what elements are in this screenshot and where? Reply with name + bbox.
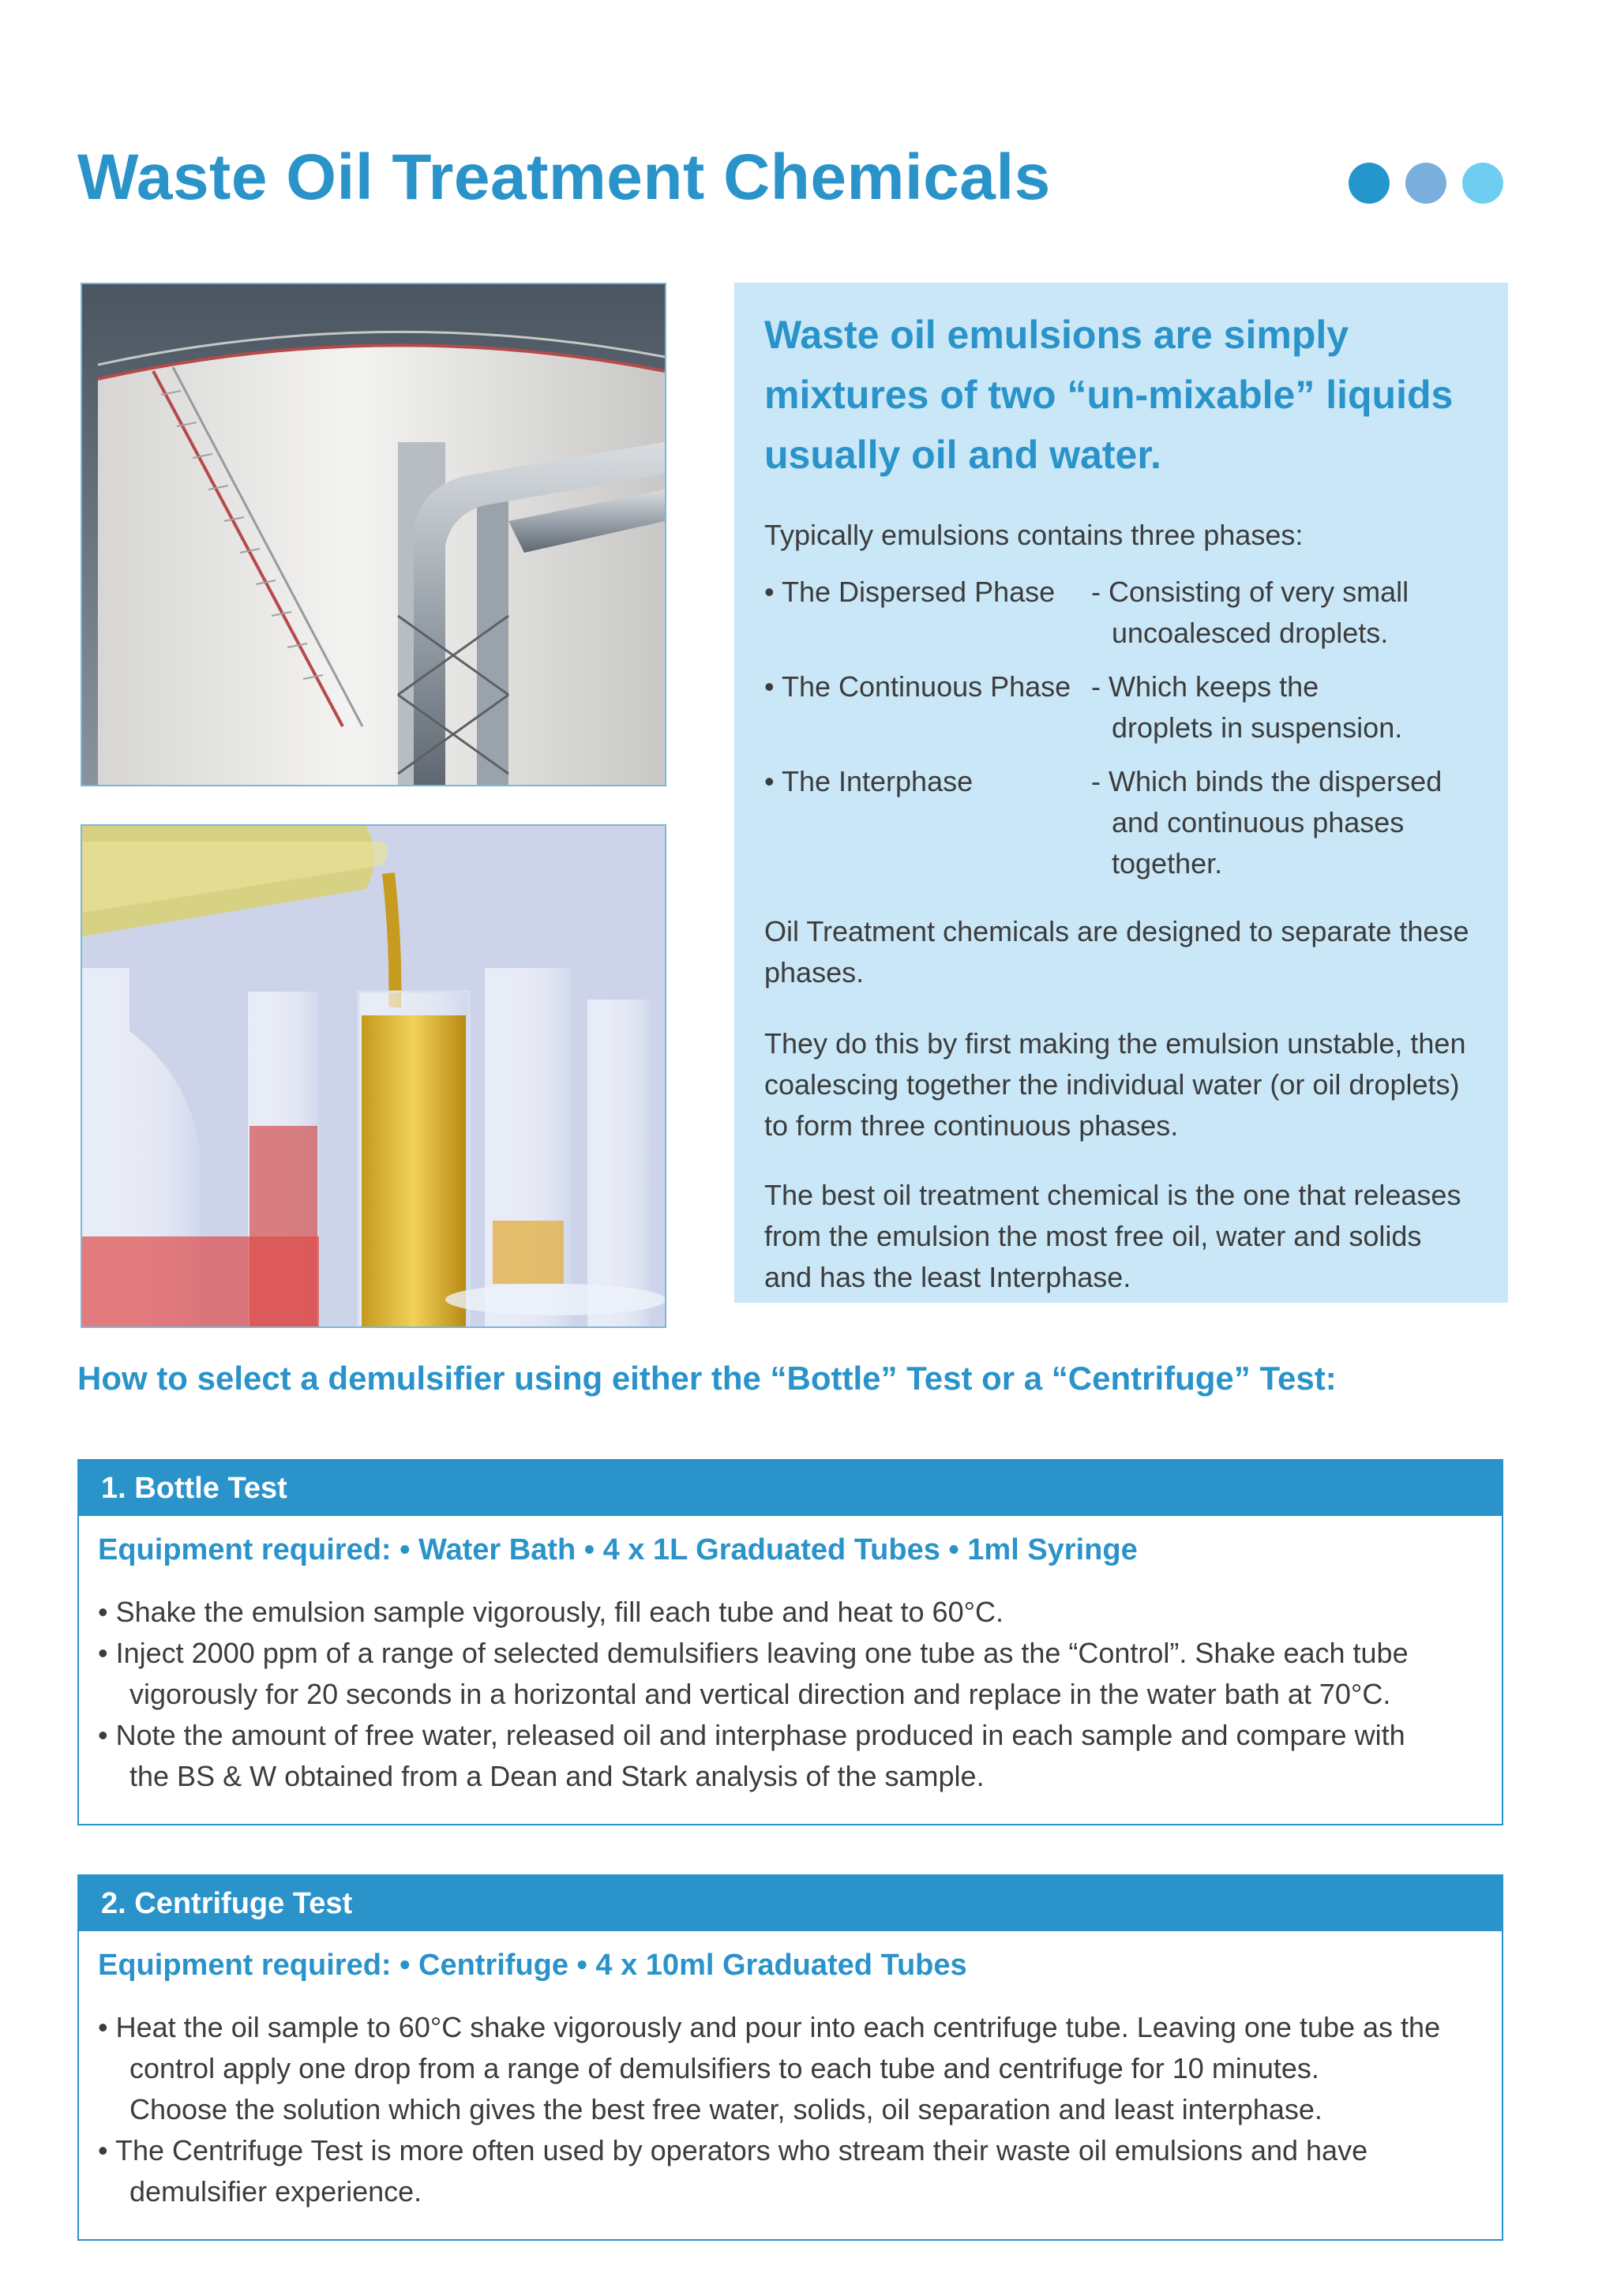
phase-name: • The Continuous Phase bbox=[764, 670, 1071, 703]
paragraph-line: coalescing together the individual water (or oil droplets) bbox=[764, 1068, 1460, 1101]
panel-heading bbox=[764, 305, 1491, 485]
storage-tank-illustration bbox=[82, 284, 665, 785]
phase-desc-line: - Consisting of very small bbox=[1091, 576, 1409, 608]
emulsion-info-panel bbox=[734, 283, 1508, 1303]
phase-name: • The Dispersed Phase bbox=[764, 576, 1056, 608]
centrifuge-test-box bbox=[77, 1874, 1503, 2241]
decorative-dots bbox=[1349, 163, 1503, 204]
step-line: vigorously for 20 seconds in a horizontal and vertical direction and replace in the water bath at 70°C. bbox=[98, 1678, 1391, 1710]
phase-description bbox=[1091, 761, 1502, 884]
phase-desc-line: together. bbox=[1112, 847, 1223, 880]
bottle-test-box bbox=[77, 1459, 1503, 1825]
paragraph-line: and has the least Interphase. bbox=[764, 1261, 1131, 1293]
panel-heading-line: mixtures of two “un-mixable” liquids bbox=[764, 373, 1454, 417]
step-line: • Note the amount of free water, released oil and interphase produced in each sample and compare with bbox=[98, 1719, 1405, 1751]
step-line: the BS & W obtained from a Dean and Stark analysis of the sample. bbox=[98, 1760, 985, 1792]
paragraph-line: from the emulsion the most free oil, water and solids bbox=[764, 1220, 1422, 1252]
paragraph-method bbox=[764, 1023, 1465, 1146]
bottle-test-title: 1. Bottle Test bbox=[79, 1461, 1502, 1516]
step-line: • Shake the emulsion sample vigorously, fill each tube and heat to 60°C. bbox=[98, 1596, 1004, 1628]
paragraph-line: They do this by first making the emulsion unstable, then bbox=[764, 1027, 1466, 1060]
page-title: Waste Oil Treatment Chemicals bbox=[77, 141, 1051, 213]
step-line: • The Centrifuge Test is more often used by operators who stream their waste oil emulsions and have bbox=[98, 2134, 1368, 2167]
panel-heading-line: usually oil and water. bbox=[764, 433, 1161, 477]
step-line: control apply one drop from a range of demulsifiers to each tube and centrifuge for 10 minutes. bbox=[98, 2052, 1319, 2084]
phases-intro: Typically emulsions contains three phases: bbox=[764, 519, 1304, 551]
paragraph-line: Oil Treatment chemicals are designed to separate these bbox=[764, 915, 1469, 947]
storage-tank-photo bbox=[81, 283, 666, 786]
phase-desc-line: uncoalesced droplets. bbox=[1112, 617, 1389, 649]
phase-desc-line: - Which binds the dispersed bbox=[1091, 765, 1443, 797]
dot-3 bbox=[1462, 163, 1503, 204]
panel-heading-line: Waste oil emulsions are simply bbox=[764, 313, 1349, 357]
phase-description bbox=[1091, 572, 1502, 654]
lab-glassware-photo bbox=[81, 824, 666, 1328]
step-line: • Inject 2000 ppm of a range of selected demulsifiers leaving one tube as the “Control”. Shake each tube bbox=[98, 1637, 1409, 1669]
phase-desc-line: - Which keeps the bbox=[1091, 670, 1319, 703]
phase-desc-line: and continuous phases bbox=[1112, 806, 1405, 838]
phase-desc-line: droplets in suspension. bbox=[1112, 711, 1403, 744]
dot-2 bbox=[1405, 163, 1446, 204]
lab-glassware-illustration bbox=[82, 826, 665, 1326]
bottle-test-steps bbox=[98, 1592, 1409, 1797]
centrifuge-test-equipment: Equipment required: • Centrifuge • 4 x 10ml Graduated Tubes bbox=[98, 1949, 967, 1982]
paragraph-best bbox=[764, 1175, 1461, 1298]
paragraph-line: phases. bbox=[764, 956, 865, 989]
step-line: • Heat the oil sample to 60°C shake vigorously and pour into each centrifuge tube. Leaving one tube as the bbox=[98, 2011, 1441, 2043]
step-line: Choose the solution which gives the best free water, solids, oil separation and least interphase. bbox=[98, 2093, 1322, 2125]
paragraph-line: to form three continuous phases. bbox=[764, 1109, 1179, 1142]
phase-description bbox=[1091, 666, 1502, 748]
centrifuge-test-title: 2. Centrifuge Test bbox=[79, 1876, 1502, 1931]
dot-1 bbox=[1349, 163, 1390, 204]
bottle-test-equipment: Equipment required: • Water Bath • 4 x 1L Graduated Tubes • 1ml Syringe bbox=[98, 1533, 1138, 1566]
centrifuge-test-steps bbox=[98, 2007, 1440, 2212]
paragraph-purpose bbox=[764, 911, 1469, 993]
phase-name: • The Interphase bbox=[764, 765, 974, 797]
selection-subheading: How to select a demulsifier using either the “Bottle” Test or a “Centrifuge” Test: bbox=[77, 1360, 1337, 1397]
paragraph-line: The best oil treatment chemical is the one that releases bbox=[764, 1179, 1461, 1211]
step-line: demulsifier experience. bbox=[98, 2175, 422, 2208]
